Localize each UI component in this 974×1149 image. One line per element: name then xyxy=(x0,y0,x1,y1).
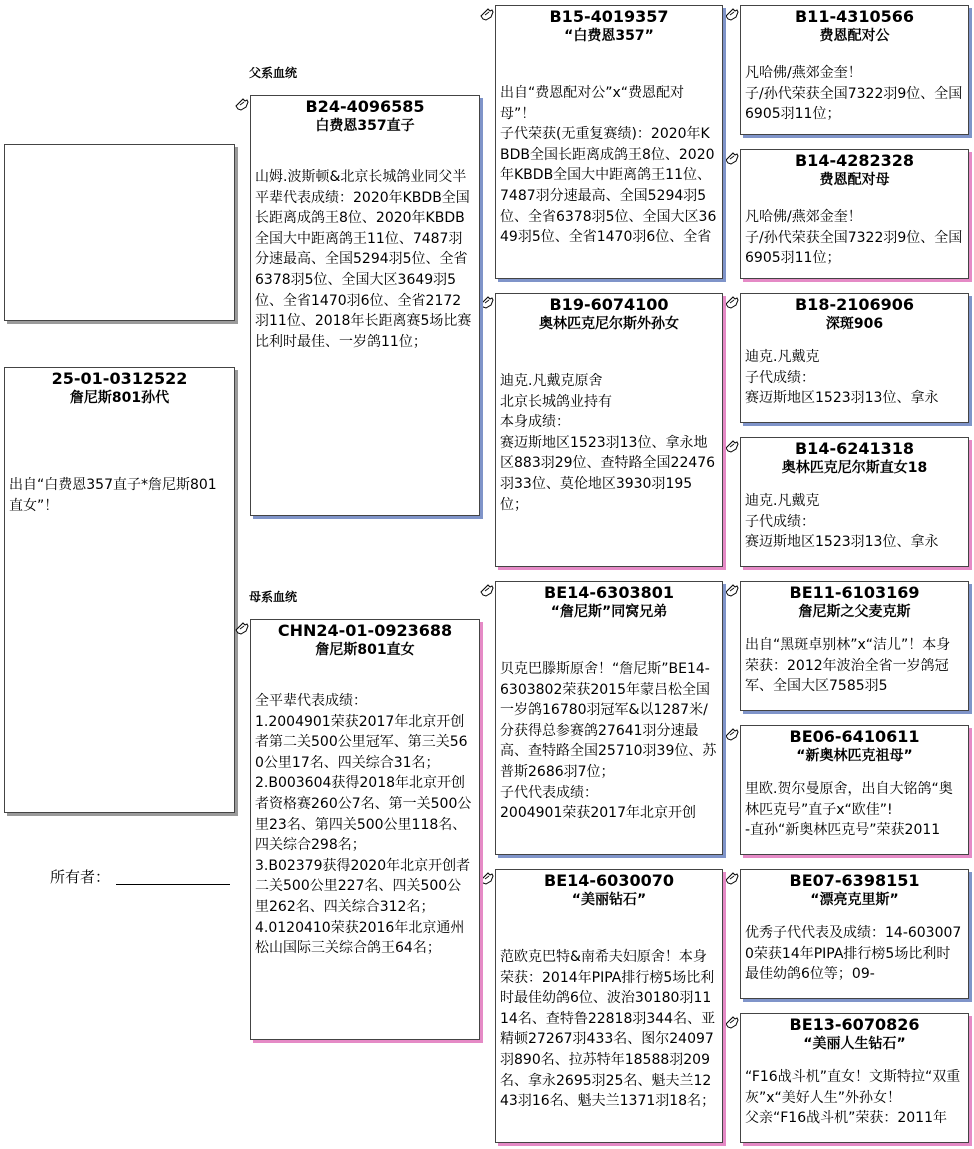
hand-pointer-icon[interactable] xyxy=(724,150,740,166)
hand-pointer-icon[interactable] xyxy=(724,6,740,22)
sss-card[interactable] xyxy=(740,5,969,135)
hand-pointer-icon[interactable] xyxy=(234,96,250,112)
sds-desc: 迪克.凡戴克 子代成绩： 赛迈斯地区1523羽13位、拿永 xyxy=(745,349,939,407)
ssd-ring: B14-4282328 xyxy=(794,151,915,170)
dam-dam-desc: 范欧克巴特&南希夫妇原舍！本身荣获：2014年PIPA排行榜5场比利时最佳幼鸽6位、波治30180羽1114名、查特鲁22818羽344名、亚精顿27267羽433名、图尔24097羽890名、拉苏特年18588羽209名、拿永2695羽25名、魁夫兰1243羽16名、魁夫兰1371羽18名； xyxy=(500,949,716,1110)
hand-pointer-icon[interactable] xyxy=(724,438,740,454)
sire-name: 白费恩357直子 xyxy=(315,118,415,134)
sire-dam-ring: B19-6074100 xyxy=(549,295,669,314)
sss-desc: 凡哈佛/燕郊金奎！ 子/孙代荣获全国7322羽9位、全国6905羽11位； xyxy=(745,65,963,123)
ssd-name: 费恩配对母 xyxy=(819,172,890,188)
subject-ring: 25-01-0312522 xyxy=(51,369,188,388)
sdd-name: 奥林匹克尼尔斯直女18 xyxy=(781,460,928,476)
ddd-desc: “F16战斗机”直女！文斯特拉“双重灰”x“美好人生”外孙女！ 父亲“F16战斗机”荣获：2011年 xyxy=(745,1069,961,1127)
sire-card[interactable] xyxy=(250,95,480,516)
dam-sire-name: “詹尼斯”同窝兄弟 xyxy=(550,604,668,620)
sds-card[interactable] xyxy=(740,293,969,423)
sds-name: 深斑906 xyxy=(825,316,884,332)
dam-name: 詹尼斯801直女 xyxy=(315,642,415,658)
dss-ring: BE11-6103169 xyxy=(789,583,920,602)
sdd-card[interactable] xyxy=(740,437,969,567)
sdd-desc: 迪克.凡戴克 子代成绩： 赛迈斯地区1523羽13位、拿永 xyxy=(745,493,939,551)
ddd-ring: BE13-6070826 xyxy=(789,1015,920,1034)
owner-label: 所有者： xyxy=(50,868,111,886)
dam-sire-card[interactable] xyxy=(495,581,723,855)
sire-dam-desc: 迪克.凡戴克原舍 北京长城鸽业持有 本身成绩： 赛迈斯地区1523羽13位、拿永地区883羽29位、查特路全国22476羽33位、莫伦地区3930羽195位； xyxy=(500,373,716,513)
ddd-card[interactable] xyxy=(740,1013,969,1143)
sss-ring: B11-4310566 xyxy=(794,7,915,26)
dss-name: 詹尼斯之父麦克斯 xyxy=(798,604,911,620)
dam-sire-ring: BE14-6303801 xyxy=(544,583,674,602)
dam-sire-desc: 贝克巴滕斯原舍！“詹尼斯”BE14-6303802荣获2015年蒙吕松全国一岁鸽16780羽冠军&以1287米/分获得总参赛鸽27641羽分速最高、查特路全国25710羽39位、苏普斯2686羽7位； 子代代表成绩： 2004901荣获2017年北京开创 xyxy=(500,661,717,822)
photo-frame xyxy=(4,144,235,321)
sire-sire-card[interactable] xyxy=(495,5,723,279)
dds-ring: BE07-6398151 xyxy=(789,871,920,890)
hand-pointer-icon[interactable] xyxy=(724,294,740,310)
sds-ring: B18-2106906 xyxy=(794,295,915,314)
dss-desc: 出自“黑斑卓别林”x“洁儿”！本身荣获：2012年波治全省一岁鸽冠军、全国大区7585羽5 xyxy=(745,637,951,695)
sire-sire-ring: B15-4019357 xyxy=(549,7,669,26)
sire-sire-desc: 出自“费恩配对公”x“费恩配对母”！ 子代荣获(无重复赛绩)：2020年KBDB全国长距离成鸽王8位、2020年KBDB全国大中距离鸽王11位、7487羽分速最高、全国5294羽5位、全省6378羽5位、全国大区3649羽5位、全省1470羽6位、全省 xyxy=(500,85,717,246)
dds-desc: 优秀子代代表及成绩：14-6030070荣获14年PIPA排行榜5场比利时最佳幼鸽6位等；09- xyxy=(745,925,962,983)
dsd-card[interactable] xyxy=(740,725,969,855)
dss-card[interactable] xyxy=(740,581,969,711)
dds-card[interactable] xyxy=(740,869,969,999)
ssd-card[interactable] xyxy=(740,149,969,279)
sire-dam-card[interactable] xyxy=(495,293,723,567)
owner-line xyxy=(116,884,230,885)
ssd-desc: 凡哈佛/燕郊金奎！ 子/孙代荣获全国7322羽9位、全国6905羽11位； xyxy=(745,209,963,267)
hand-pointer-icon[interactable] xyxy=(724,726,740,742)
sire-desc: 山姆.波斯顿&北京长城鸽业同父半平辈代表成绩：2020年KBDB全国长距离成鸽王8位、2020年KBDB全国大中距离鸽王11位、7487羽分速最高、全国5294羽5位、全省6378羽5位、全国大区3649羽5位、全省1470羽6位、全省2172羽11位、2018年长距离赛5场比赛比利时最佳、一岁鸽11位； xyxy=(255,169,472,350)
dam-ring: CHN24-01-0923688 xyxy=(277,621,453,640)
hand-pointer-icon[interactable] xyxy=(479,870,495,886)
dam-dam-name: “美丽钻石” xyxy=(571,892,647,908)
subject-name: 詹尼斯801孙代 xyxy=(69,390,170,406)
sdd-ring: B14-6241318 xyxy=(794,439,915,458)
dam-desc: 全平辈代表成绩： 1.2004901荣获2017年北京开创者第二关500公里冠军、第三关560公里17名、四关综合31名； 2.B003604获得2018年北京开创者资格赛260公7名、第一关500公里23名、第四关500公里118名、四关综合298名； 3.B02379获得2020年北京开创者二关500公里227名、四关500公里262名、四关综合312名； 4.0120410荣获2016年北京通州松山国际三关综合鸽王64名； xyxy=(255,693,472,957)
dds-name: “漂亮克里斯” xyxy=(810,892,899,908)
hand-pointer-icon[interactable] xyxy=(234,620,250,636)
ddd-name: “美丽人生钻石” xyxy=(803,1036,906,1052)
subject-card xyxy=(4,367,235,813)
dam-card[interactable] xyxy=(250,619,480,1040)
hand-pointer-icon[interactable] xyxy=(724,870,740,886)
sss-name: 费恩配对公 xyxy=(819,28,890,44)
hand-pointer-icon[interactable] xyxy=(479,582,495,598)
paternal-label: 父系血统 xyxy=(249,66,298,80)
maternal-label: 母系血统 xyxy=(249,590,298,604)
dam-dam-ring: BE14-6030070 xyxy=(544,871,674,890)
dam-dam-card[interactable] xyxy=(495,869,723,1143)
sire-ring: B24-4096585 xyxy=(305,97,425,116)
sire-dam-name: 奥林匹克尼尔斯外孙女 xyxy=(539,316,679,332)
subject-desc: 出自“白费恩357直子*詹尼斯801直女”！ xyxy=(9,477,217,514)
sire-sire-name: “白费恩357” xyxy=(564,28,654,44)
hand-pointer-icon[interactable] xyxy=(479,294,495,310)
hand-pointer-icon[interactable] xyxy=(724,582,740,598)
dsd-name: “新奥林匹克祖母” xyxy=(796,748,913,764)
hand-pointer-icon[interactable] xyxy=(479,6,495,22)
hand-pointer-icon[interactable] xyxy=(724,1014,740,1030)
dsd-desc: 里欧.贺尔曼原舍，出自大铭鸽“奥林匹克号”直子x“欧佳”! -直孙“新奥林匹克号”荣获2011 xyxy=(745,781,953,839)
dsd-ring: BE06-6410611 xyxy=(789,727,920,746)
